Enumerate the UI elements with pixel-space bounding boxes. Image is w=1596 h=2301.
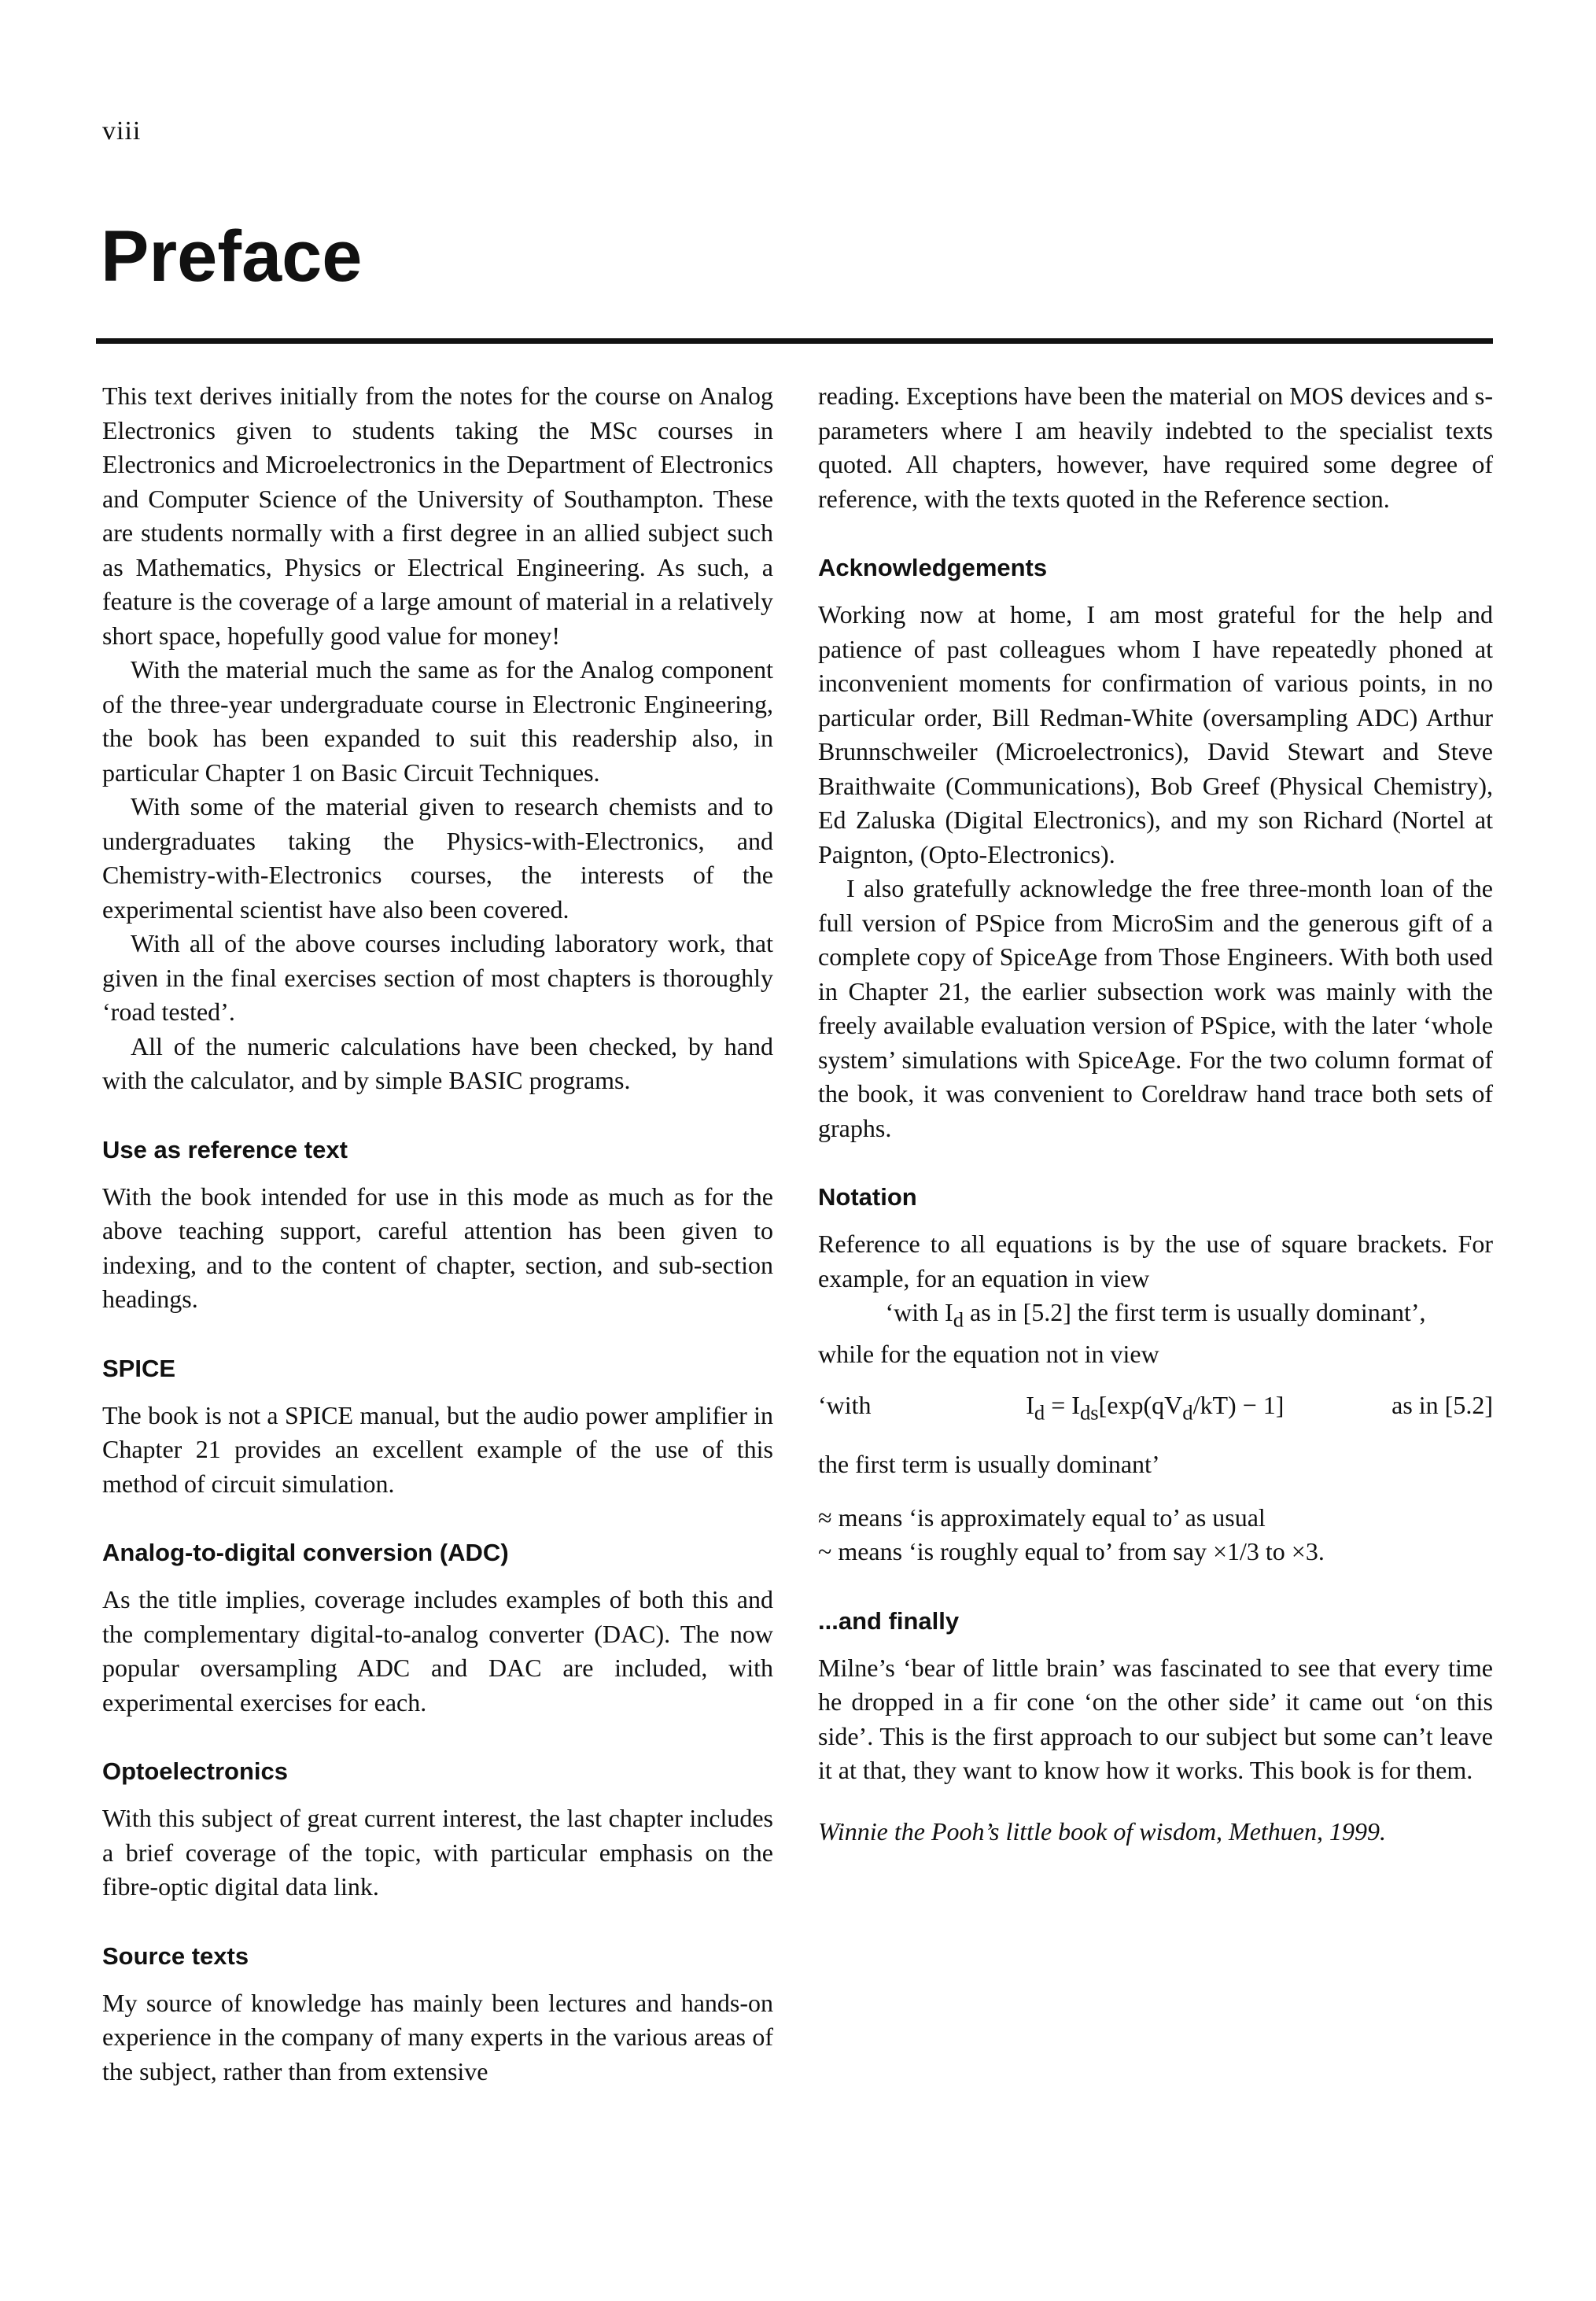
equation-lead: ‘with xyxy=(818,1391,872,1420)
equation-example-not-in-view xyxy=(818,1388,1493,1430)
intro-paragraph: With some of the material given to research chemists and to undergraduates taking the Physics-with-Electronics, and Chemistry-with-Electronics courses, the interests of the experimental scientist have also been covered. xyxy=(102,792,773,924)
equation-example-in-view: ‘with $I_d$ as in [5.2] the first term is usually dominant’, xyxy=(885,1298,1426,1332)
page-number: viii xyxy=(102,116,142,146)
equation-reference: as in [5.2] xyxy=(1391,1391,1493,1420)
acknowledgements-paragraph: Working now at home, I am most grateful for the help and patience of past colleagues whom I have repeatedly phoned at inconvenient moments for confirmation of various points, in no particular order, Bill Redman-White (oversampling ADC) Arthur Brunnschweiler (Microelectronics), David Stewart and Steve Braithwaite (Communications), Bob Greef (Physical Chemistry), Ed Zaluska (Digital Electronics), and my son Richard (Nortel at Paignton, (Opto-Electronics). xyxy=(818,600,1493,868)
intro-paragraph: This text derives initially from the notes for the course on Analog Electronics given to students taking the MSc courses in Electronics and Microelectronics in the Department of Electronics and Computer Science of the University of Southampton. These are students normally with a first degree in an allied subject such as Mathematics, Physics or Electrical Engineering. As such, a feature is the coverage of a large amount of material in a relatively short space, hopefully good value for money! xyxy=(102,382,773,650)
section-heading-spice: SPICE xyxy=(102,1354,176,1382)
notation-symbol-notes xyxy=(818,1501,1493,1569)
title-rule xyxy=(96,338,1493,344)
approx-note: ≈ means ‘is approximately equal to’ as usual xyxy=(818,1503,1266,1532)
notation-while-text: while for the equation not in view xyxy=(818,1339,1159,1368)
reference-paragraph: With the book intended for use in this mode as much as for the above teaching support, careful attention has been given to indexing, and to the content of chapter, section, and sub-section headings. xyxy=(102,1182,773,1313)
intro-paragraph: With the material much the same as for the Analog component of the three-year undergraduate course in Electronic Engineering, the book has been expanded to suit this readership also, in particular Chapter 1 on Basic Circuit Techniques. xyxy=(102,655,773,787)
section-heading-source-texts: Source texts xyxy=(102,1941,249,1970)
equation-expression: $I_d = I_{ds}[\exp(qV_d/kT) - 1]$ xyxy=(1026,1391,1285,1425)
section-heading-acknowledgements: Acknowledgements xyxy=(818,554,1048,581)
acknowledgements-paragraph: I also gratefully acknowledge the free three-month loan of the full version of PSpice from MicroSim and the generous gift of a complete copy of SpiceAge from Those Engineers. With both used in Chapter 21, the earlier subsection work was mainly with the freely available evaluation version of PSpice, with the later ‘whole system’ simulations with SpiceAge. For the two column format of the book, it was convenient to Coreldraw hand trace both sets of graphs. xyxy=(818,874,1493,1142)
section-heading-optoelectronics: Optoelectronics xyxy=(102,1757,288,1785)
citation: Winnie the Pooh’s little book of wisdom, Methuen, 1999. xyxy=(818,1816,1386,1846)
optoelectronics-paragraph: With this subject of great current interest, the last chapter includes a brief coverage of the topic, with particular emphasis on the fibre-optic digital data link. xyxy=(102,1804,773,1901)
left-column xyxy=(102,379,773,2089)
roughly-note: ~ means ‘is roughly equal to’ from say ×1/3 to ×3. xyxy=(818,1537,1325,1566)
section-heading-notation: Notation xyxy=(818,1183,917,1211)
intro-paragraph: All of the numeric calculations have been checked, by hand with the calculator, and by simple BASIC programs. xyxy=(102,1031,773,1094)
notation-after-text: the first term is usually dominant’ xyxy=(818,1450,1160,1479)
page-title: Preface xyxy=(101,216,363,297)
and-finally-paragraph: Milne’s ‘bear of little brain’ was fascinated to see that every time he dropped in a fir cone ‘on the other side’ it came out ‘on this side’. This is the first approach to our subject but some can’t leave it at that, they want to know how it works. This book is for them. xyxy=(818,1653,1493,1785)
spice-paragraph: The book is not a SPICE manual, but the audio power amplifier in Chapter 21 provides an excellent example of the use of this method of circuit simulation. xyxy=(102,1400,773,1498)
section-heading-reference: Use as reference text xyxy=(102,1135,348,1163)
intro-paragraph: With all of the above courses including laboratory work, that given in the final exercises section of most chapters is thoroughly ‘road tested’. xyxy=(102,929,773,1026)
source-texts-continued: reading. Exceptions have been the material on MOS devices and s-parameters where I am heavily indebted to the specialist texts quoted. All chapters, however, have required some degree of reference, with the texts quoted in the Reference section. xyxy=(818,382,1493,513)
adc-paragraph: As the title implies, coverage includes examples of both this and the complementary digital-to-analog converter (DAC). The now popular oversampling ADC and DAC are included, with experimental exercises for each. xyxy=(102,1585,773,1717)
notation-intro: Reference to all equations is by the use of square brackets. For example, for an equation in view xyxy=(818,1230,1493,1292)
section-heading-and-finally: ...and finally xyxy=(818,1606,960,1635)
section-heading-adc: Analog-to-digital conversion (ADC) xyxy=(102,1539,509,1566)
right-column xyxy=(818,379,1493,1849)
source-texts-paragraph: My source of knowledge has mainly been lectures and hands-on experience in the company of many experts in the various areas of the subject, rather than from extensive xyxy=(102,1988,773,2085)
